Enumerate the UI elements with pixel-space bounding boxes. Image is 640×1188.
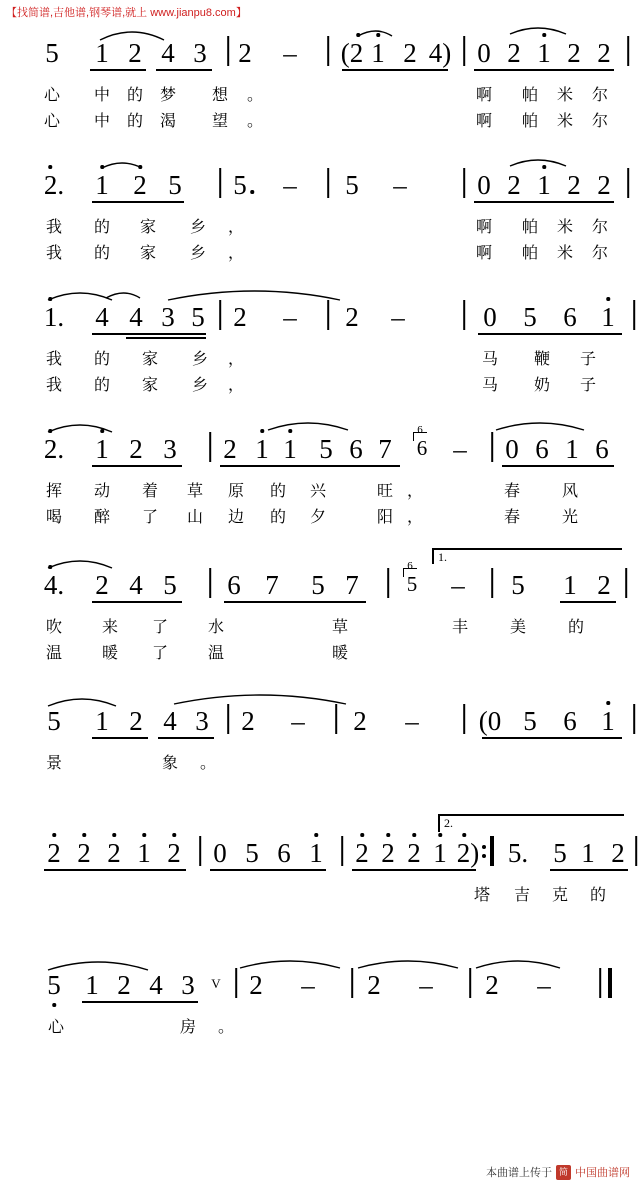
lyric: 挥 — [45, 483, 63, 500]
barline — [341, 836, 343, 866]
lyric: 的 — [93, 351, 111, 368]
note: 2 — [367, 970, 381, 1000]
lyric: 尔 — [591, 245, 609, 262]
site-watermark: 【找简谱,吉他谱,钢琴谱,就上 www.jianpu8.com】 — [6, 7, 247, 19]
note: 6 — [277, 838, 291, 868]
lyric: 啊 — [475, 245, 493, 262]
notes-row — [0, 22, 640, 80]
lyric: 马 — [481, 377, 499, 394]
lyric: 奶 — [533, 377, 551, 394]
note: 2 — [597, 570, 611, 600]
lyric: 鞭 — [533, 351, 551, 368]
note: 2 — [129, 706, 143, 736]
ending-bracket-2 — [438, 814, 624, 816]
lyric: 米 — [556, 113, 574, 130]
barline — [633, 300, 635, 330]
note: 5 — [47, 970, 61, 1000]
note: 1 — [371, 38, 385, 68]
note: 6 — [416, 436, 428, 460]
lyric: 着 — [141, 483, 159, 500]
note: – — [453, 434, 467, 464]
lyric: ， — [227, 351, 245, 368]
note: 2 — [129, 434, 143, 464]
note: 2 — [567, 170, 581, 200]
note: 2 — [507, 38, 521, 68]
lyric: 啊 — [475, 87, 493, 104]
note: 3 — [193, 38, 207, 68]
lyric-row-2 — [0, 638, 640, 664]
lyric: 醉 — [93, 509, 111, 526]
lyric: 春 — [503, 509, 521, 526]
note: – — [391, 302, 405, 332]
lyric: ， — [406, 483, 424, 500]
lyric: 子 — [579, 351, 597, 368]
notes-row — [0, 286, 640, 344]
lyric: 春 — [503, 483, 521, 500]
note: 2 — [117, 970, 131, 1000]
note: 5 — [233, 170, 247, 200]
note: – — [291, 706, 305, 736]
note: 5 — [47, 706, 61, 736]
barline — [209, 568, 211, 598]
note: 7 — [378, 434, 392, 464]
lyric: 的 — [567, 619, 585, 636]
note: 2 — [47, 838, 61, 868]
barline — [635, 836, 637, 866]
music-system-7 — [0, 816, 640, 932]
final-barline — [608, 968, 612, 998]
note: 1 — [537, 38, 551, 68]
note: 2 — [403, 38, 417, 68]
lyric: 边 — [227, 509, 245, 526]
barline — [351, 968, 353, 998]
lyric: 尔 — [591, 113, 609, 130]
note: 0 — [505, 434, 519, 464]
note: 2 — [407, 838, 421, 868]
lyric: 乡 — [189, 219, 207, 236]
note: 2 — [597, 170, 611, 200]
ending-label: 1. — [438, 550, 447, 564]
note: 1 — [601, 706, 615, 736]
lyric: 温 — [45, 645, 63, 662]
lyric: 来 — [101, 619, 119, 636]
note: 7 — [265, 570, 279, 600]
repeat-barline — [490, 836, 494, 866]
lyric: 我 — [45, 245, 63, 262]
lyric: ， — [227, 377, 245, 394]
lyric: 尔 — [591, 87, 609, 104]
lyric-row-1 — [0, 880, 640, 906]
note: 2 — [167, 838, 181, 868]
lyric: 家 — [139, 245, 157, 262]
lyric: 家 — [141, 351, 159, 368]
lyric: 帕 — [521, 113, 539, 130]
notes-row — [0, 550, 640, 612]
barline — [463, 168, 465, 198]
lyric: 吹 — [45, 619, 63, 636]
lyric: 阳 — [376, 509, 394, 526]
lyric-row-1 — [0, 476, 640, 502]
lyric: 梦 — [159, 87, 177, 104]
note: – — [451, 570, 465, 600]
lyric: 尔 — [591, 219, 609, 236]
lyric: 中 — [93, 87, 111, 104]
breath-mark: V — [211, 976, 221, 991]
note: 2 — [507, 170, 521, 200]
lyric: 的 — [589, 887, 607, 904]
lyric: 塔 — [473, 887, 491, 904]
lyric: 乡 — [191, 377, 209, 394]
triplet-mark: 6 — [407, 560, 413, 572]
lyric-row-1 — [0, 212, 640, 238]
lyric: 米 — [556, 245, 574, 262]
note: 6 — [535, 434, 549, 464]
lyric: 丰 — [451, 619, 469, 636]
lyric-row-2 — [0, 906, 640, 932]
notes-row — [0, 690, 640, 748]
barline — [463, 704, 465, 734]
note: 6 — [563, 706, 577, 736]
note: 1 — [581, 838, 595, 868]
lyric: 温 — [207, 645, 225, 662]
note: 4. — [43, 570, 65, 600]
lyric: 的 — [93, 377, 111, 394]
note: – — [393, 170, 407, 200]
lyric: 山 — [186, 509, 204, 526]
lyric-row-1 — [0, 1012, 640, 1038]
lyric: 望 — [211, 113, 229, 130]
note: 2 — [597, 38, 611, 68]
note: 1 — [433, 838, 447, 868]
note: 1 — [601, 302, 615, 332]
barline — [219, 168, 221, 198]
note: 1 — [95, 38, 109, 68]
footer-text: 本曲谱上传于 — [486, 1167, 552, 1179]
note: 4 — [163, 706, 177, 736]
music-system-6 — [0, 690, 640, 800]
score-sheet — [0, 22, 640, 1038]
lyric: 家 — [141, 377, 159, 394]
footer-credit — [486, 1164, 630, 1180]
note: 1 — [85, 970, 99, 1000]
lyric: 的 — [93, 245, 111, 262]
lyric: ， — [406, 509, 424, 526]
note: 1 — [283, 434, 297, 464]
lyric: 吉 — [513, 887, 531, 904]
barline — [327, 300, 329, 330]
lyric: 草 — [186, 483, 204, 500]
note: 5 — [523, 706, 537, 736]
note: 4 — [129, 302, 143, 332]
barline — [491, 568, 493, 598]
note: 5 — [191, 302, 205, 332]
lyric: 的 — [126, 113, 144, 130]
note: 0 — [477, 38, 491, 68]
lyric-row-1 — [0, 748, 640, 774]
lyric: 喝 — [45, 509, 63, 526]
lyric: 我 — [45, 219, 63, 236]
note: 1 — [95, 170, 109, 200]
note: 2 — [355, 838, 369, 868]
note: 2 — [107, 838, 121, 868]
note: 2 — [77, 838, 91, 868]
barline — [469, 968, 471, 998]
lyric-row-1 — [0, 612, 640, 638]
lyric: 原 — [227, 483, 245, 500]
note: 2) — [456, 838, 480, 868]
note: 5 — [553, 838, 567, 868]
barline — [327, 36, 329, 66]
barline — [491, 432, 493, 462]
note: 2 — [485, 970, 499, 1000]
lyric: 我 — [45, 377, 63, 394]
lyric: 的 — [93, 219, 111, 236]
note: 5 — [163, 570, 177, 600]
lyric: 啊 — [475, 113, 493, 130]
lyric-row-1 — [0, 80, 640, 106]
note: 7 — [345, 570, 359, 600]
note: 2 — [238, 38, 252, 68]
note: 4 — [129, 570, 143, 600]
note: 6 — [227, 570, 241, 600]
note: 5 — [168, 170, 182, 200]
barline — [463, 300, 465, 330]
note: 6 — [563, 302, 577, 332]
lyric: 动 — [93, 483, 111, 500]
lyric: 心 — [43, 113, 61, 130]
barline — [235, 968, 237, 998]
note: 2 — [611, 838, 625, 868]
note: 1 — [137, 838, 151, 868]
lyric: ， — [227, 245, 245, 262]
lyric: 了 — [141, 509, 159, 526]
note: (0 — [478, 706, 502, 736]
barline — [335, 704, 337, 734]
barline — [463, 36, 465, 66]
notes-row — [0, 154, 640, 212]
ending-label: 2. — [444, 816, 453, 830]
lyric: 光 — [561, 509, 579, 526]
notes-row — [0, 816, 640, 880]
lyric: 景 — [45, 755, 63, 772]
lyric: 乡 — [191, 351, 209, 368]
note: 2 — [241, 706, 255, 736]
lyric: 我 — [45, 351, 63, 368]
barline — [627, 168, 629, 198]
barline — [227, 704, 229, 734]
note: 4 — [149, 970, 163, 1000]
lyric: 象 — [161, 755, 179, 772]
lyric: 帕 — [521, 245, 539, 262]
lyric-row-2 — [0, 502, 640, 528]
lyric-row-2 — [0, 774, 640, 800]
note: 1 — [95, 434, 109, 464]
note: 2. — [43, 434, 65, 464]
music-system-8 — [0, 954, 640, 1038]
lyric: 草 — [331, 619, 349, 636]
site-name: 中国曲谱网 — [575, 1167, 630, 1179]
note: 5 — [511, 570, 525, 600]
note: 2 — [381, 838, 395, 868]
note: 5 — [345, 170, 359, 200]
lyric: 的 — [126, 87, 144, 104]
lyric: 乡 — [189, 245, 207, 262]
note: 2 — [95, 570, 109, 600]
lyric: 风 — [561, 483, 579, 500]
lyric: 子 — [579, 377, 597, 394]
lyric: 帕 — [521, 219, 539, 236]
note: 2 — [128, 38, 142, 68]
lyric: 了 — [151, 645, 169, 662]
note: 1 — [309, 838, 323, 868]
lyric: 的 — [269, 509, 287, 526]
barline — [633, 704, 635, 734]
lyric: 帕 — [521, 87, 539, 104]
music-system-2 — [0, 154, 640, 264]
note: 1 — [565, 434, 579, 464]
lyric: 心 — [43, 87, 61, 104]
music-system-4 — [0, 418, 640, 528]
note: 3 — [163, 434, 177, 464]
note: 1 — [537, 170, 551, 200]
lyric: 夕 — [309, 509, 327, 526]
notes-row — [0, 954, 640, 1012]
triplet-mark: 6 — [417, 424, 423, 436]
note: 3 — [195, 706, 209, 736]
note: 0 — [213, 838, 227, 868]
note: – — [283, 38, 297, 68]
lyric: 水 — [207, 619, 225, 636]
lyric: 。 — [246, 87, 264, 104]
lyric: 米 — [556, 87, 574, 104]
note: 1 — [95, 706, 109, 736]
lyric: 中 — [93, 113, 111, 130]
note: 2. — [43, 170, 65, 200]
ending-bracket-1 — [432, 548, 622, 550]
lyric-row-2 — [0, 106, 640, 132]
barline — [209, 432, 211, 462]
note: 0 — [477, 170, 491, 200]
lyric: 。 — [246, 113, 264, 130]
note: 2 — [249, 970, 263, 1000]
note: 1. — [43, 302, 65, 332]
note: 5 — [406, 572, 418, 596]
note: 2 — [567, 38, 581, 68]
lyric: 渴 — [159, 113, 177, 130]
note: – — [283, 302, 297, 332]
barline — [627, 36, 629, 66]
barline — [599, 968, 601, 998]
note: 5 — [311, 570, 325, 600]
note: 5 — [245, 838, 259, 868]
note: 3 — [161, 302, 175, 332]
note: 5 — [319, 434, 333, 464]
music-system-5 — [0, 550, 640, 664]
lyric: ， — [227, 219, 245, 236]
barline — [199, 836, 201, 866]
note: – — [419, 970, 433, 1000]
lyric: 家 — [139, 219, 157, 236]
lyric: 美 — [509, 619, 527, 636]
lyric: 。 — [199, 755, 217, 772]
lyric: 心 — [47, 1019, 65, 1036]
note: 6 — [349, 434, 363, 464]
lyric: 了 — [151, 619, 169, 636]
note: 6 — [595, 434, 609, 464]
lyric: 的 — [269, 483, 287, 500]
lyric: 兴 — [309, 483, 327, 500]
note: 5. — [507, 838, 529, 868]
note: – — [301, 970, 315, 1000]
note: 1 — [563, 570, 577, 600]
lyric-row-1 — [0, 344, 640, 370]
repeat-dots — [482, 840, 486, 863]
lyric: 暖 — [101, 645, 119, 662]
lyric: 。 — [217, 1019, 235, 1036]
note: 2 — [133, 170, 147, 200]
lyric: 旺 — [376, 483, 394, 500]
note: 5 — [523, 302, 537, 332]
note: 3 — [181, 970, 195, 1000]
note: 4) — [428, 38, 452, 68]
note: 2 — [223, 434, 237, 464]
note: – — [405, 706, 419, 736]
note: 2 — [353, 706, 367, 736]
music-system-1 — [0, 22, 640, 132]
barline — [219, 300, 221, 330]
note: – — [283, 170, 297, 200]
notes-row — [0, 418, 640, 476]
music-system-3 — [0, 286, 640, 396]
note: (2 — [340, 38, 364, 68]
lyric-row-2 — [0, 370, 640, 396]
lyric: 暖 — [331, 645, 349, 662]
lyric: 想 — [211, 87, 229, 104]
lyric: 房 — [179, 1019, 197, 1036]
note: 0 — [483, 302, 497, 332]
note: 2 — [345, 302, 359, 332]
note: – — [537, 970, 551, 1000]
lyric: 克 — [551, 887, 569, 904]
barline — [387, 568, 389, 598]
note: 4 — [161, 38, 175, 68]
site-logo-icon: 简 — [556, 1165, 571, 1180]
note: 4 — [95, 302, 109, 332]
note: 2 — [233, 302, 247, 332]
barline — [227, 36, 229, 66]
barline — [327, 168, 329, 198]
lyric: 马 — [481, 351, 499, 368]
lyric: 啊 — [475, 219, 493, 236]
lyric-row-2 — [0, 238, 640, 264]
note: 1 — [255, 434, 269, 464]
lyric: 米 — [556, 219, 574, 236]
note: 5 — [45, 38, 59, 68]
barline — [625, 568, 627, 598]
